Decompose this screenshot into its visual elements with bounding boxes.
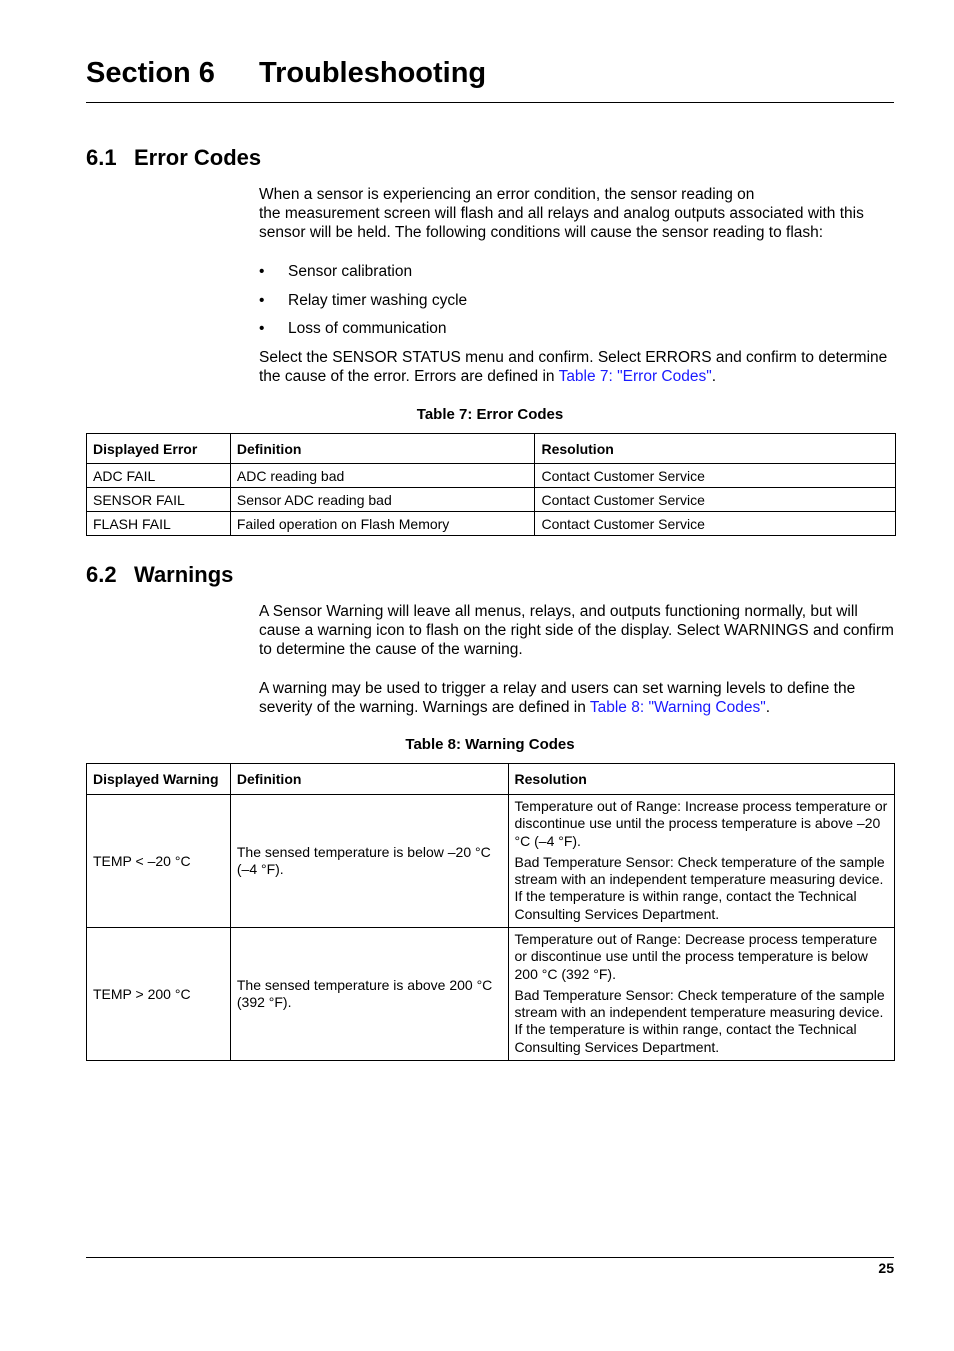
definition-cell: The sensed temperature is below –20 °C (–4 °F). <box>230 795 508 928</box>
warning-code-cell: TEMP > 200 °C <box>87 928 231 1061</box>
table-7-link[interactable]: Table 7: "Error Codes" <box>558 368 712 385</box>
warning-code-cell: TEMP < –20 °C <box>87 795 231 928</box>
definition-cell: Failed operation on Flash Memory <box>230 512 535 536</box>
table-row <box>87 928 895 1061</box>
definition-cell: The sensed temperature is above 200 °C (392 °F). <box>230 928 508 1061</box>
error-intro-paragraph <box>259 185 894 242</box>
resolution-sensor: Bad Temperature Sensor: Check temperature of the sample stream with an independent temperature measuring device. If the temperature is within range, contact the Technical Consulting Services Department. <box>514 986 885 1055</box>
list-item: • Sensor calibration <box>259 263 413 280</box>
title-divider <box>86 102 894 103</box>
table-header-row <box>87 764 895 795</box>
table-row <box>87 795 895 928</box>
intro-line: When a sensor is experiencing an error condition, the sensor reading on <box>259 186 755 203</box>
error-code-cell: FLASH FAIL <box>87 512 231 536</box>
heading-number: 6.1 <box>86 145 117 170</box>
resolution-cell: Contact Customer Service <box>535 512 896 536</box>
heading-text: Warnings <box>134 562 234 587</box>
heading-text: Error Codes <box>134 145 262 170</box>
resolution-range: Temperature out of Range: Increase process temperature or discontinue use until the process temperature is above –20 °C (–4 °F). <box>514 798 888 849</box>
definition-cell: ADC reading bad <box>230 464 535 488</box>
error-code-cell: ADC FAIL <box>87 464 231 488</box>
column-header: Displayed Error <box>87 434 231 464</box>
table-8-caption: Table 8: Warning Codes <box>405 736 575 753</box>
resolution-cell <box>508 928 894 1061</box>
resolution-cell: Contact Customer Service <box>535 464 896 488</box>
error-codes-table <box>86 433 896 536</box>
resolution-sensor: Bad Temperature Sensor: Check temperature of the sample stream with an independent temperature measuring device. If the temperature is within range, contact the Technical Consulting Services Department. <box>514 853 885 922</box>
resolution-range: Temperature out of Range: Decrease process temperature or discontinue use until the process temperature is below 200 °C (392 °F). <box>514 931 878 982</box>
column-header: Definition <box>230 434 535 464</box>
table-header-row <box>87 434 896 464</box>
resolution-cell <box>508 795 894 928</box>
resolution-cell: Contact Customer Service <box>535 488 896 512</box>
warnings-paragraph-1: A Sensor Warning will leave all menus, relays, and outputs functioning normally, but will cause a warning icon to flash on the right side of the display. Select WARNINGS and confirm to determine the cause of the warning. <box>259 603 894 658</box>
list-item: • Loss of communication <box>259 320 447 337</box>
flash-conditions-list <box>259 262 467 348</box>
heading-error-codes <box>86 145 261 171</box>
column-header: Displayed Warning <box>87 764 231 795</box>
section-name: Troubleshooting <box>259 57 487 89</box>
table-row <box>87 488 896 512</box>
section-number: Section 6 <box>86 57 215 89</box>
warnings-paragraph-2: A warning may be used to trigger a relay and users can set warning levels to define the severity of the warning. Warnings are defined in Table 8: "Warning Codes". <box>259 680 856 716</box>
footer-divider <box>86 1257 894 1258</box>
page-number: 25 <box>878 1260 894 1276</box>
definition-cell: Sensor ADC reading bad <box>230 488 535 512</box>
column-header: Definition <box>230 764 508 795</box>
heading-number: 6.2 <box>86 562 117 587</box>
intro-line: the measurement screen will flash and all relays and analog outputs associated with this sensor will be held. The following conditions will cause the sensor reading to flash: <box>259 205 864 241</box>
error-code-cell: SENSOR FAIL <box>87 488 231 512</box>
table-7-caption: Table 7: Error Codes <box>416 406 564 423</box>
warning-codes-table <box>86 763 895 1061</box>
table-row <box>87 512 896 536</box>
table-8-link[interactable]: Table 8: "Warning Codes" <box>589 699 766 716</box>
column-header: Resolution <box>535 434 896 464</box>
table-row <box>87 464 896 488</box>
heading-warnings <box>86 562 233 588</box>
section-title <box>86 57 894 90</box>
error-select-paragraph: Select the SENSOR STATUS menu and confirm. Select ERRORS and confirm to determine the cause of the error. Errors are defined in Table 7: "Error Codes". <box>259 349 888 385</box>
column-header: Resolution <box>508 764 894 795</box>
list-item: • Relay timer washing cycle <box>259 291 468 309</box>
